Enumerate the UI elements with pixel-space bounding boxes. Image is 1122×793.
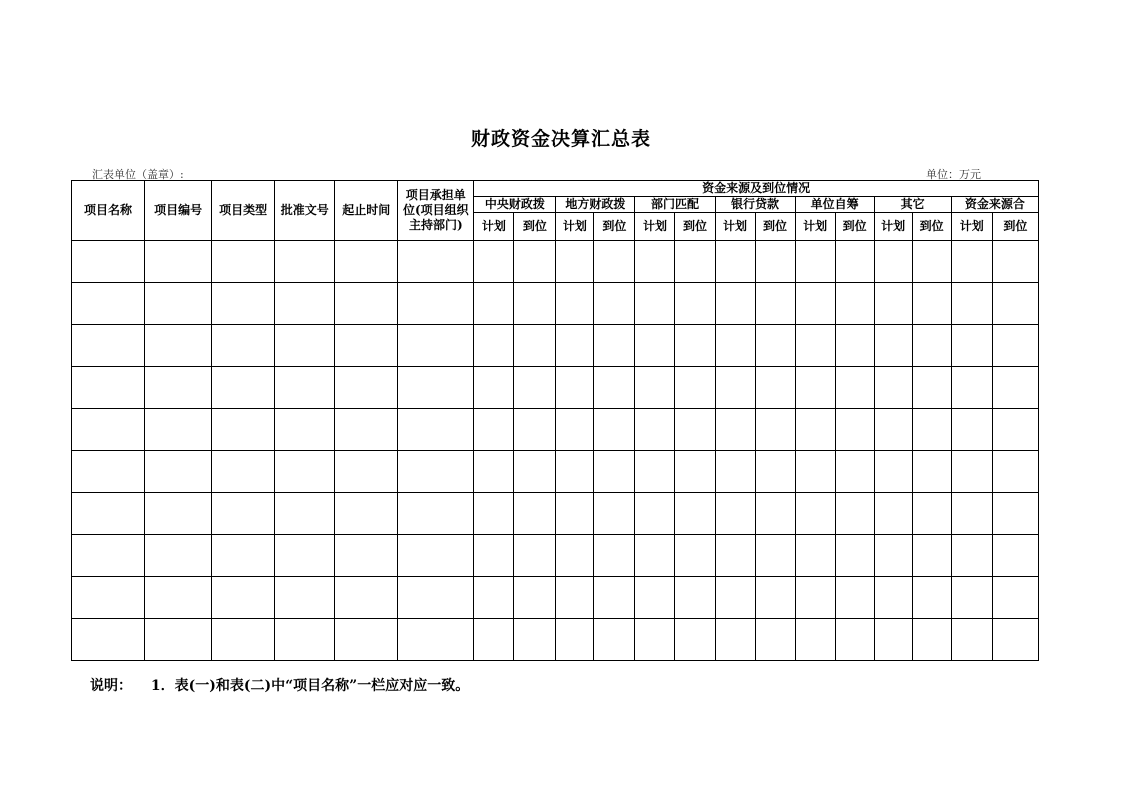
- table-cell[interactable]: [145, 535, 212, 577]
- table-cell[interactable]: [874, 283, 912, 325]
- table-cell[interactable]: [474, 241, 514, 283]
- table-cell[interactable]: [335, 325, 398, 367]
- table-cell[interactable]: [951, 619, 992, 661]
- table-cell[interactable]: [72, 283, 145, 325]
- table-cell[interactable]: [556, 283, 594, 325]
- table-cell[interactable]: [474, 325, 514, 367]
- table-cell[interactable]: [145, 283, 212, 325]
- table-cell[interactable]: [398, 451, 474, 493]
- table-cell[interactable]: [212, 577, 275, 619]
- header-approval-doc: 批准文号: [275, 181, 335, 241]
- table-row: [72, 241, 1039, 283]
- table-cell[interactable]: [72, 367, 145, 409]
- table-cell[interactable]: [212, 241, 275, 283]
- table-cell[interactable]: [474, 535, 514, 577]
- table-cell[interactable]: [755, 367, 795, 409]
- table-cell[interactable]: [335, 493, 398, 535]
- table-cell[interactable]: [398, 283, 474, 325]
- table-cell[interactable]: [275, 283, 335, 325]
- table-cell[interactable]: [514, 577, 556, 619]
- table-cell[interactable]: [715, 325, 755, 367]
- table-cell[interactable]: [992, 409, 1038, 451]
- table-cell[interactable]: [795, 493, 835, 535]
- table-cell[interactable]: [835, 451, 874, 493]
- table-cell[interactable]: [675, 367, 715, 409]
- table-cell[interactable]: [556, 535, 594, 577]
- table-cell[interactable]: [951, 241, 992, 283]
- header-arrive-5: 到位: [912, 213, 951, 241]
- table-cell[interactable]: [398, 493, 474, 535]
- table-cell[interactable]: [874, 535, 912, 577]
- table-cell[interactable]: [275, 493, 335, 535]
- table-cell[interactable]: [556, 367, 594, 409]
- table-cell[interactable]: [275, 241, 335, 283]
- table-cell[interactable]: [556, 619, 594, 661]
- page-title: 财政资金决算汇总表: [470, 128, 651, 150]
- table-cell[interactable]: [835, 535, 874, 577]
- header-project-no: 项目编号: [145, 181, 212, 241]
- table-cell[interactable]: [275, 367, 335, 409]
- table-cell[interactable]: [912, 451, 951, 493]
- table-cell[interactable]: [755, 325, 795, 367]
- table-cell[interactable]: [912, 493, 951, 535]
- table-cell[interactable]: [72, 409, 145, 451]
- table-cell[interactable]: [474, 577, 514, 619]
- header-plan-0: 计划: [474, 213, 514, 241]
- table-cell[interactable]: [951, 409, 992, 451]
- table-cell[interactable]: [675, 241, 715, 283]
- header-plan-3: 计划: [715, 213, 755, 241]
- table-cell[interactable]: [835, 325, 874, 367]
- table-cell[interactable]: [912, 535, 951, 577]
- table-cell[interactable]: [635, 619, 675, 661]
- table-cell[interactable]: [474, 283, 514, 325]
- table-row: [72, 325, 1039, 367]
- table-cell[interactable]: [635, 283, 675, 325]
- table-cell[interactable]: [795, 283, 835, 325]
- table-cell[interactable]: [556, 325, 594, 367]
- table-cell[interactable]: [635, 409, 675, 451]
- table-cell[interactable]: [912, 367, 951, 409]
- table-cell[interactable]: [212, 619, 275, 661]
- header-plan-5: 计划: [874, 213, 912, 241]
- table-cell[interactable]: [275, 451, 335, 493]
- currency-unit-label: 单位：万元: [926, 168, 981, 181]
- header-plan-4: 计划: [795, 213, 835, 241]
- header-project-type: 项目类型: [212, 181, 275, 241]
- header-arrive-0: 到位: [514, 213, 556, 241]
- table-cell[interactable]: [335, 535, 398, 577]
- table-cell[interactable]: [675, 325, 715, 367]
- header-source-2: 部门匹配: [635, 197, 715, 213]
- table-cell[interactable]: [514, 535, 556, 577]
- table-cell[interactable]: [635, 493, 675, 535]
- table-cell[interactable]: [72, 577, 145, 619]
- table-cell[interactable]: [755, 409, 795, 451]
- table-cell[interactable]: [715, 283, 755, 325]
- table-cell[interactable]: [951, 577, 992, 619]
- footnote: [90, 675, 483, 695]
- table-cell[interactable]: [145, 367, 212, 409]
- table-cell[interactable]: [755, 493, 795, 535]
- table-cell[interactable]: [715, 577, 755, 619]
- table-cell[interactable]: [755, 451, 795, 493]
- table-cell[interactable]: [635, 577, 675, 619]
- table-cell[interactable]: [795, 409, 835, 451]
- table-cell[interactable]: [675, 619, 715, 661]
- table-cell[interactable]: [675, 409, 715, 451]
- table-cell[interactable]: [635, 367, 675, 409]
- summary-table: [71, 180, 1039, 661]
- table-cell[interactable]: [951, 535, 992, 577]
- table-cell[interactable]: [912, 577, 951, 619]
- table-cell[interactable]: [474, 367, 514, 409]
- table-cell[interactable]: [874, 619, 912, 661]
- header-plan-6: 计划: [951, 213, 992, 241]
- table-cell[interactable]: [594, 577, 635, 619]
- table-cell[interactable]: [874, 409, 912, 451]
- table-cell[interactable]: [212, 325, 275, 367]
- table-cell[interactable]: [398, 619, 474, 661]
- header-fund-source: 资金来源及到位情况: [474, 181, 1039, 197]
- table-cell[interactable]: [398, 535, 474, 577]
- table-cell[interactable]: [874, 451, 912, 493]
- table-cell[interactable]: [874, 493, 912, 535]
- table-cell[interactable]: [992, 283, 1038, 325]
- table-cell[interactable]: [912, 241, 951, 283]
- table-row: [72, 535, 1039, 577]
- table-cell[interactable]: [275, 325, 335, 367]
- table-cell[interactable]: [951, 493, 992, 535]
- table-cell[interactable]: [72, 535, 145, 577]
- table-cell[interactable]: [398, 367, 474, 409]
- table-cell[interactable]: [72, 241, 145, 283]
- header-source-1: 地方财政拨: [556, 197, 635, 213]
- table-cell[interactable]: [335, 367, 398, 409]
- table-cell[interactable]: [145, 619, 212, 661]
- header-arrive-3: 到位: [755, 213, 795, 241]
- table-cell[interactable]: [874, 577, 912, 619]
- header-source-4: 单位自筹: [795, 197, 874, 213]
- table-cell[interactable]: [212, 283, 275, 325]
- table-cell[interactable]: [675, 283, 715, 325]
- table-cell[interactable]: [514, 367, 556, 409]
- table-cell[interactable]: [212, 409, 275, 451]
- table-cell[interactable]: [755, 619, 795, 661]
- table-cell[interactable]: [72, 493, 145, 535]
- table-cell[interactable]: [912, 325, 951, 367]
- table-row: [72, 409, 1039, 451]
- table-cell[interactable]: [474, 409, 514, 451]
- table-cell[interactable]: [795, 325, 835, 367]
- table-cell[interactable]: [275, 409, 335, 451]
- table-cell[interactable]: [675, 535, 715, 577]
- table-cell[interactable]: [795, 451, 835, 493]
- table-cell[interactable]: [474, 619, 514, 661]
- table-cell[interactable]: [795, 535, 835, 577]
- table-cell[interactable]: [835, 619, 874, 661]
- table-cell[interactable]: [835, 283, 874, 325]
- table-cell[interactable]: [335, 577, 398, 619]
- table-cell[interactable]: [398, 409, 474, 451]
- table-cell[interactable]: [335, 409, 398, 451]
- table-cell[interactable]: [335, 619, 398, 661]
- table-cell[interactable]: [72, 619, 145, 661]
- table-cell[interactable]: [755, 283, 795, 325]
- table-cell[interactable]: [715, 241, 755, 283]
- table-cell[interactable]: [951, 451, 992, 493]
- table-cell[interactable]: [145, 325, 212, 367]
- table-row: [72, 577, 1039, 619]
- table-cell[interactable]: [72, 325, 145, 367]
- table-cell[interactable]: [594, 325, 635, 367]
- footnote-text: 1．表(一)和表(二)中“项目名称”一栏应对应一致。: [150, 678, 470, 694]
- table-cell[interactable]: [874, 367, 912, 409]
- header-plan-2: 计划: [635, 213, 675, 241]
- header-plan-1: 计划: [556, 213, 594, 241]
- table-cell[interactable]: [145, 577, 212, 619]
- header-project-name: 项目名称: [72, 181, 145, 241]
- table-cell[interactable]: [912, 283, 951, 325]
- table-cell[interactable]: [635, 241, 675, 283]
- table-cell[interactable]: [594, 493, 635, 535]
- header-arrive-2: 到位: [675, 213, 715, 241]
- table-cell[interactable]: [715, 619, 755, 661]
- table-cell[interactable]: [514, 619, 556, 661]
- table-cell[interactable]: [992, 619, 1038, 661]
- table-cell[interactable]: [675, 493, 715, 535]
- table-cell[interactable]: [992, 325, 1038, 367]
- table-cell[interactable]: [275, 619, 335, 661]
- table-cell[interactable]: [715, 409, 755, 451]
- table-cell[interactable]: [835, 493, 874, 535]
- table-cell[interactable]: [474, 493, 514, 535]
- header-arrive-1: 到位: [594, 213, 635, 241]
- table-cell[interactable]: [594, 619, 635, 661]
- table-cell[interactable]: [212, 367, 275, 409]
- table-cell[interactable]: [992, 367, 1038, 409]
- table-cell[interactable]: [992, 535, 1038, 577]
- table-row: [72, 283, 1039, 325]
- table-cell[interactable]: [594, 535, 635, 577]
- table-cell[interactable]: [874, 325, 912, 367]
- table-row: [72, 451, 1039, 493]
- table-cell[interactable]: [594, 241, 635, 283]
- table-cell[interactable]: [835, 367, 874, 409]
- table-cell[interactable]: [635, 535, 675, 577]
- table-cell[interactable]: [514, 325, 556, 367]
- table-cell[interactable]: [72, 451, 145, 493]
- table-row: [72, 619, 1039, 661]
- table-cell[interactable]: [755, 577, 795, 619]
- table-cell[interactable]: [594, 367, 635, 409]
- table-cell[interactable]: [398, 577, 474, 619]
- header-source-6: 资金来源合: [951, 197, 1038, 213]
- table-cell[interactable]: [335, 241, 398, 283]
- table-row: [72, 367, 1039, 409]
- table-row: [72, 493, 1039, 535]
- table-cell[interactable]: [514, 409, 556, 451]
- header-period: 起止时间: [335, 181, 398, 241]
- table-cell[interactable]: [635, 325, 675, 367]
- table-cell[interactable]: [912, 619, 951, 661]
- table-cell[interactable]: [835, 409, 874, 451]
- table-cell[interactable]: [514, 493, 556, 535]
- table-cell[interactable]: [474, 451, 514, 493]
- table-cell[interactable]: [992, 493, 1038, 535]
- table-cell[interactable]: [715, 451, 755, 493]
- header-arrive-4: 到位: [835, 213, 874, 241]
- table-cell[interactable]: [912, 409, 951, 451]
- table-cell[interactable]: [795, 241, 835, 283]
- table-cell[interactable]: [145, 409, 212, 451]
- table-cell[interactable]: [335, 283, 398, 325]
- header-undertaker: 项目承担单位(项目组织主持部门): [398, 181, 474, 241]
- table-cell[interactable]: [145, 451, 212, 493]
- table-cell[interactable]: [514, 283, 556, 325]
- table-cell[interactable]: [795, 577, 835, 619]
- table-cell[interactable]: [951, 283, 992, 325]
- table-cell[interactable]: [514, 451, 556, 493]
- table-cell[interactable]: [556, 577, 594, 619]
- table-cell[interactable]: [212, 493, 275, 535]
- table-cell[interactable]: [594, 283, 635, 325]
- table-cell[interactable]: [835, 241, 874, 283]
- table-cell[interactable]: [755, 535, 795, 577]
- table-cell[interactable]: [675, 577, 715, 619]
- header-arrive-6: 到位: [992, 213, 1038, 241]
- table-cell[interactable]: [594, 451, 635, 493]
- table-cell[interactable]: [635, 451, 675, 493]
- table-cell[interactable]: [992, 577, 1038, 619]
- table-cell[interactable]: [715, 493, 755, 535]
- table-cell[interactable]: [556, 493, 594, 535]
- table-cell[interactable]: [992, 241, 1038, 283]
- header-source-3: 银行贷款: [715, 197, 795, 213]
- table-cell[interactable]: [835, 577, 874, 619]
- table-cell[interactable]: [755, 241, 795, 283]
- table-cell[interactable]: [275, 535, 335, 577]
- table-cell[interactable]: [556, 241, 594, 283]
- table-cell[interactable]: [795, 367, 835, 409]
- table-cell[interactable]: [951, 325, 992, 367]
- reporting-unit-label: 汇表单位（盖章）:: [92, 168, 184, 181]
- header-source-5: 其它: [874, 197, 951, 213]
- footnote-label: 说明：: [90, 678, 132, 694]
- header-source-0: 中央财政拨: [474, 197, 556, 213]
- table-cell[interactable]: [398, 241, 474, 283]
- table-cell[interactable]: [675, 451, 715, 493]
- table-cell[interactable]: [398, 325, 474, 367]
- table-cell[interactable]: [951, 367, 992, 409]
- table-cell[interactable]: [145, 241, 212, 283]
- table-cell[interactable]: [556, 409, 594, 451]
- table-cell[interactable]: [874, 241, 912, 283]
- table-cell[interactable]: [795, 619, 835, 661]
- table-cell[interactable]: [335, 451, 398, 493]
- table-cell[interactable]: [594, 409, 635, 451]
- table-cell[interactable]: [275, 577, 335, 619]
- table-cell[interactable]: [715, 535, 755, 577]
- table-cell[interactable]: [715, 367, 755, 409]
- table-cell[interactable]: [212, 535, 275, 577]
- table-cell[interactable]: [992, 451, 1038, 493]
- table-cell[interactable]: [212, 451, 275, 493]
- table-cell[interactable]: [514, 241, 556, 283]
- table-cell[interactable]: [145, 493, 212, 535]
- table-cell[interactable]: [556, 451, 594, 493]
